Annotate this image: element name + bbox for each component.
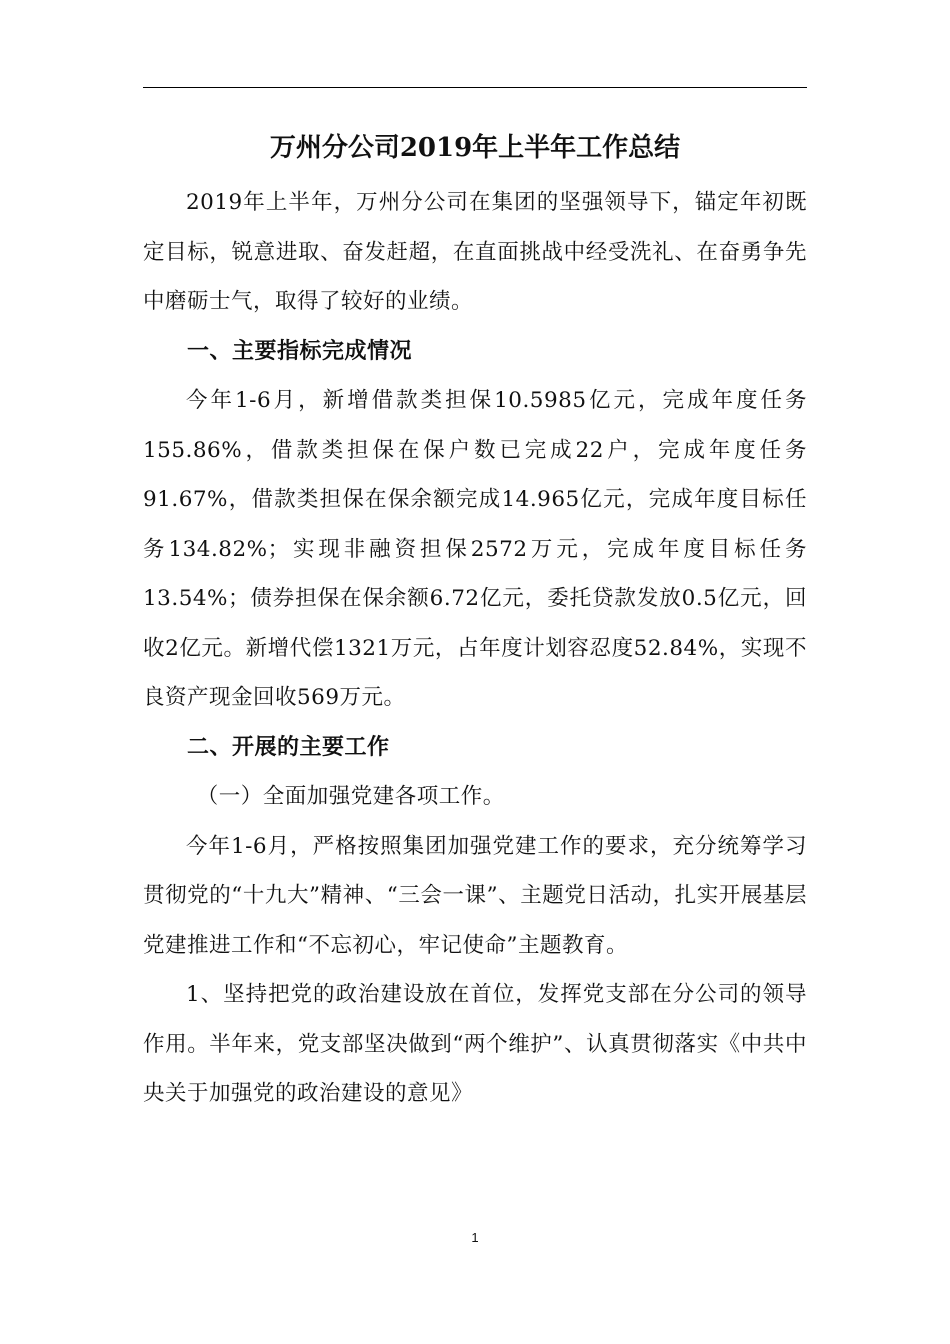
section-heading-main-work: 二、开展的主要工作 (187, 734, 390, 760)
party-building-paragraph: 今年1-6月，严格按照集团加强党建工作的要求，充分统筹学习贯彻党的“十九大”精神、“三会一课”、主题党日活动，扎实开展基层党建推进工作和“不忘初心，牢记使命”主题教育。 (143, 833, 807, 958)
indicators-paragraph: 今年1-6月，新增借款类担保10.5985亿元，完成年度任务155.86%，借款类担保在保户数已完成22户，完成年度任务91.67%，借款类担保在保余额完成14.965亿元，完成年度目标任务134.82%；实现非融资担保2572万元，完成年度目标任务13.54%；债券担保在保余额6.72亿元，委托贷款发放0.5亿元，回收2亿元。新增代偿1321万元，占年度计划容忍度52.84%，实现不良资产现金回收569万元。 (143, 388, 807, 710)
document-title: 万州分公司2019年上半年工作总结 (269, 133, 681, 163)
intro-paragraph: 2019年上半年，万州分公司在集团的坚强领导下，锚定年初既定目标，锐意进取、奋发赶超，在直面挑战中经受洗礼、在奋勇争先中磨砺士气，取得了较好的业绩。 (143, 190, 807, 314)
political-construction-paragraph: 1、坚持把党的政治建设放在首位，发挥党支部在分公司的领导作用。半年来，党支部坚决做到“两个维护”、认真贯彻落实《中共中央关于加强党的政治建设的意见》 (143, 982, 807, 1106)
subsection-heading-party-building: （一）全面加强党建各项工作。 (196, 784, 505, 809)
header-rule (143, 87, 807, 88)
page-number: 1 (471, 1230, 479, 1245)
section-heading-indicators: 一、主要指标完成情况 (187, 338, 413, 364)
document-body (143, 178, 807, 1119)
